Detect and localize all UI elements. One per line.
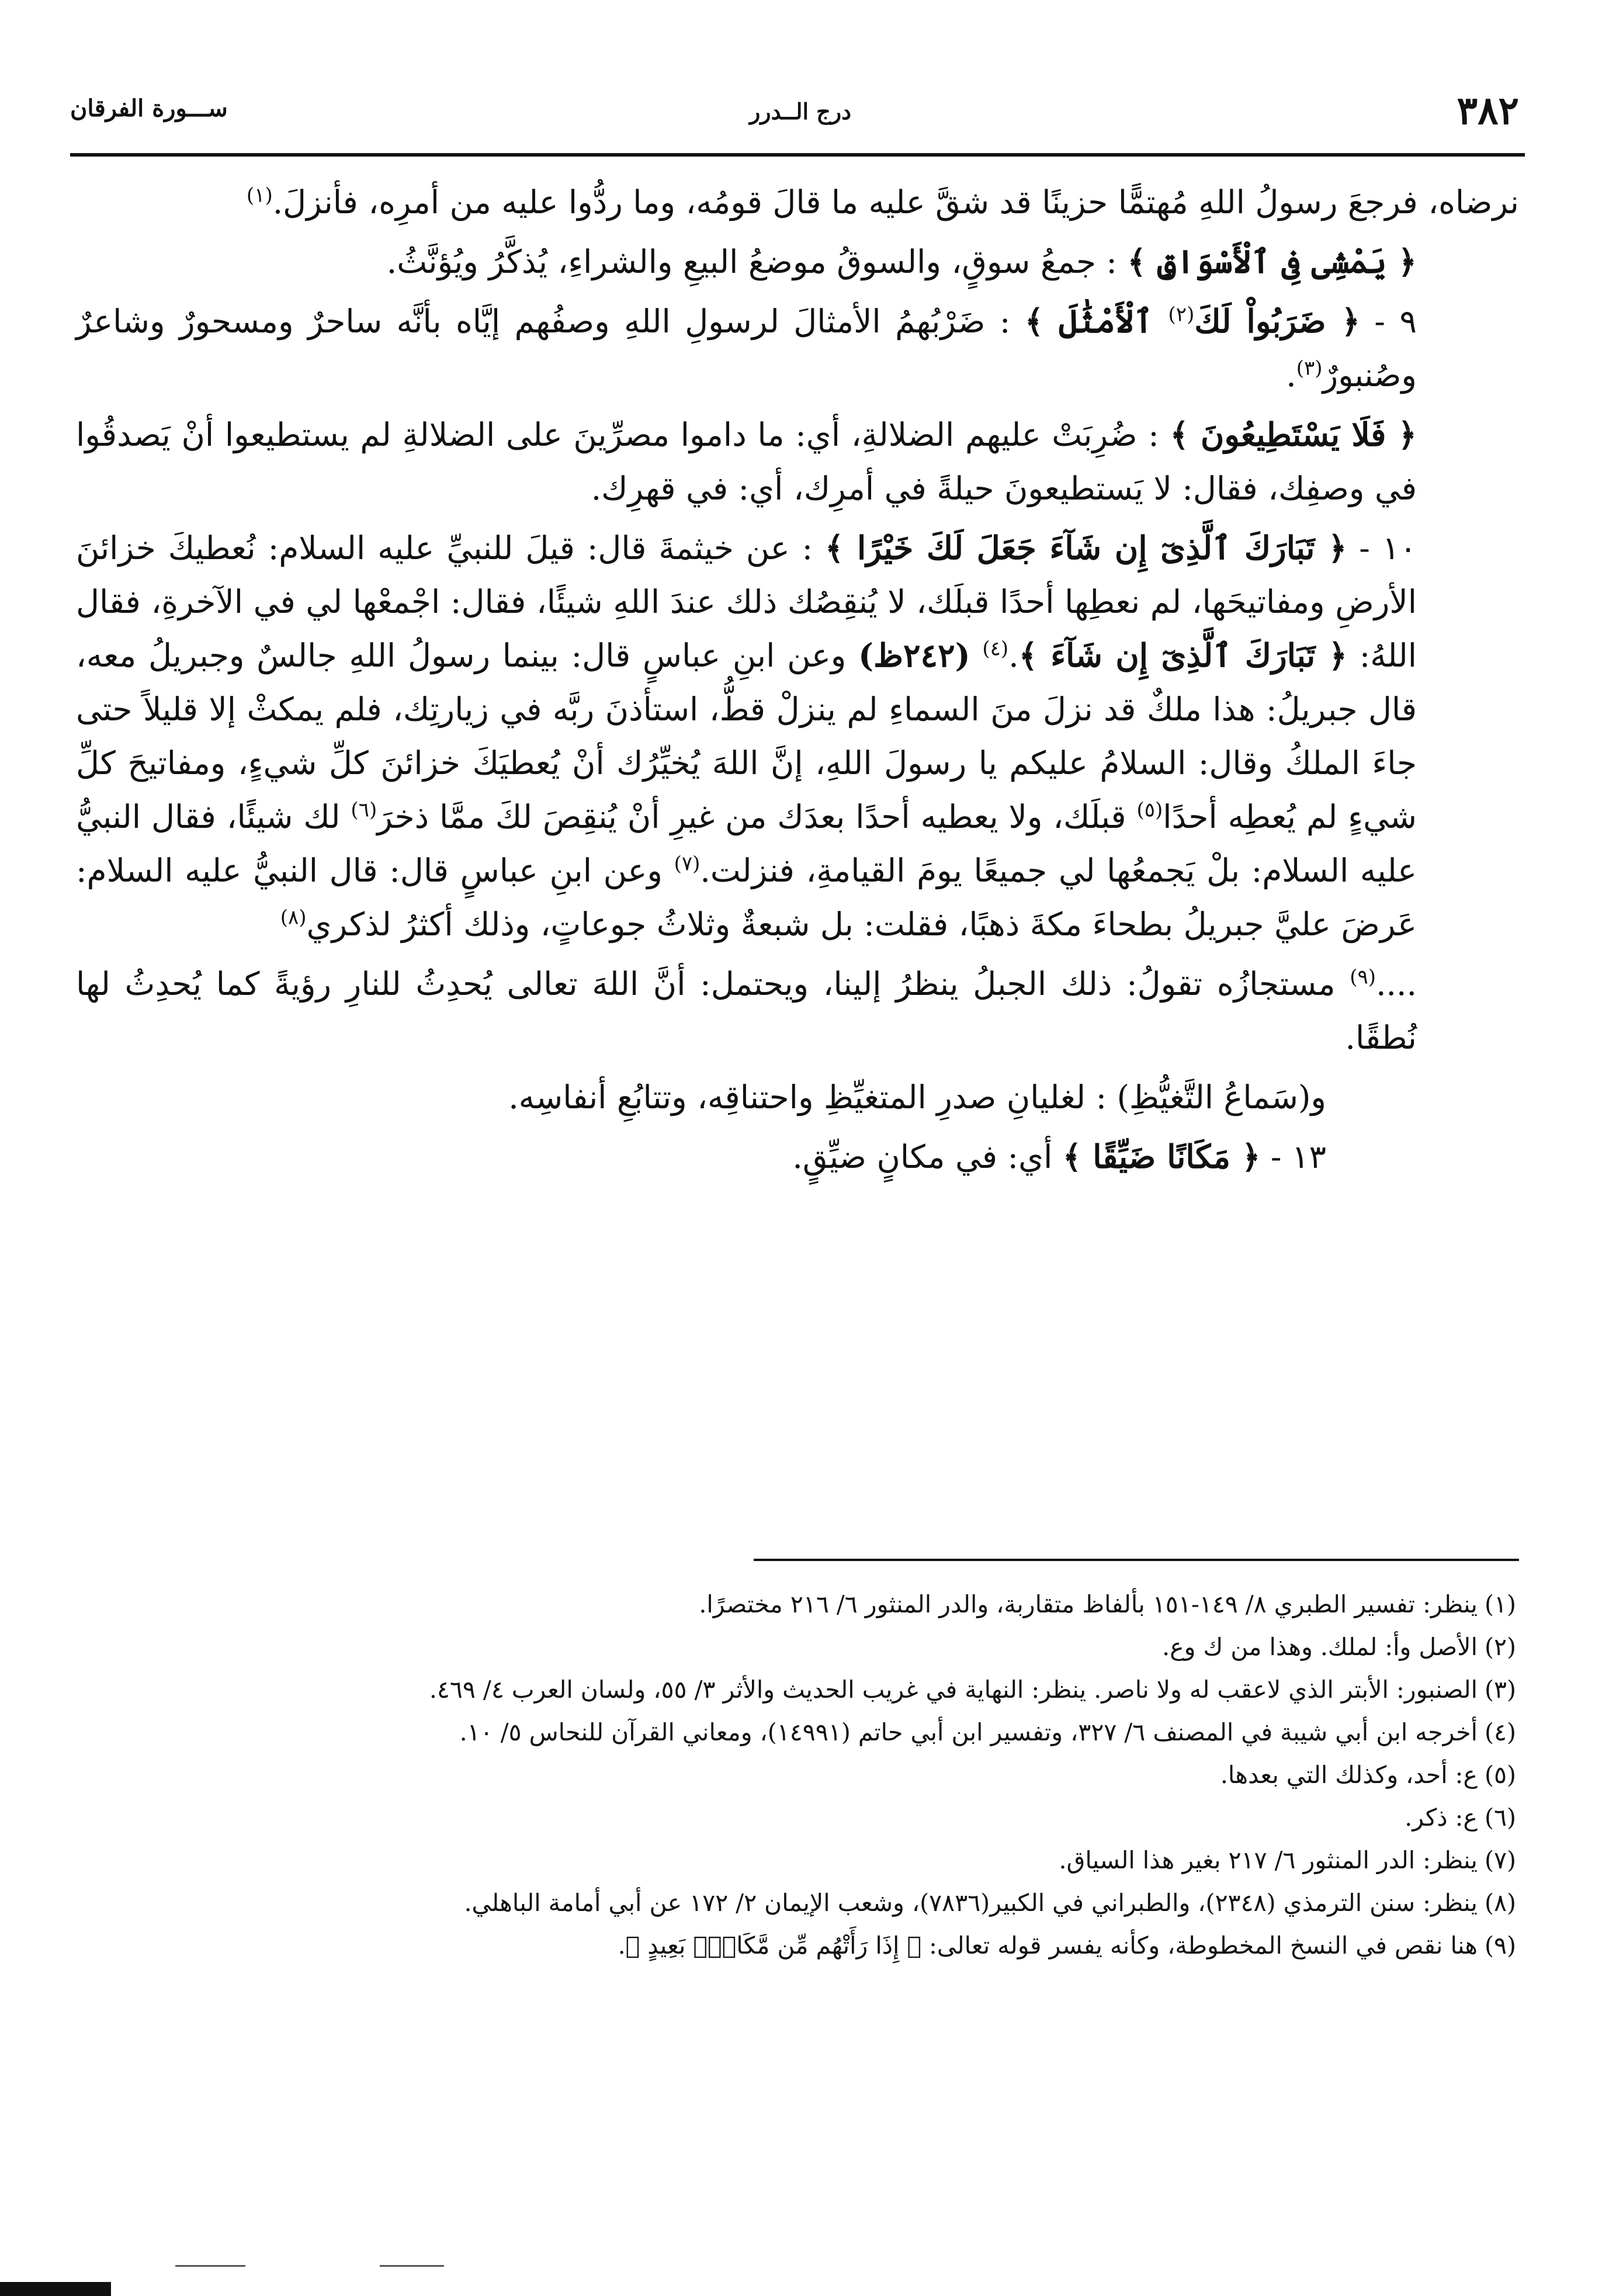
footnote-separator [754,1559,1519,1561]
body-paragraph [76,175,1519,229]
header-rule [70,153,1525,157]
footnote-number: (٦) [1484,1803,1516,1832]
body-text: أي: في مكانٍ ضيِّقٍ. [792,1138,1063,1175]
body-paragraph [76,1070,1519,1124]
footnote-ref: (٩) [1350,965,1376,989]
footnote-number: (٢) [1484,1633,1516,1661]
footnotes [88,1583,1516,1967]
main-text [76,175,1519,1189]
scan-dash-mark [175,2265,245,2267]
body-text: : عن خيثمةَ قال: قيلَ للنبيِّ عليه السلام: نُعطيكَ خزائنَ الأرضِ ومفاتيحَها، لم نعطِها أحدًا قبلَك، لا يُنقِصُك ذلك عندَ اللهِ شيئًا، فقال: اجْمعْها لي في الآخرةِ، فقال اللهُ: [76,529,1417,674]
body-paragraph [76,957,1519,1064]
footnote-text: ع: ذكر. [1405,1803,1478,1832]
body-paragraph [76,294,1519,402]
footnote-ref: (٥) [1136,798,1163,822]
quran-quote: ﴿ تَبَارَكَ ٱلَّذِىٓ إِن شَآءَ ﴾ [1018,636,1347,674]
body-text: مستجازُه تقولُ: ذلك الجبلُ ينظرُ إلينا، ويحتمل: أنَّ اللهَ تعالى يُحدِثُ للنارِ رؤيةً كما يُحدِثُ لها نُطقًا. [76,965,1417,1056]
footnote-number: (٤) [1484,1718,1516,1746]
quran-quote: ﴿ فَلَا يَسْتَطِيعُونَ ﴾ [1170,415,1417,453]
body-text: .... [1376,965,1417,1003]
footnote-text: الصنبور: الأبتر الذي لاعقب له ولا ناصر. ينظر: النهاية في غريب الحديث والأثر ٣/ ٥٥، ولسان العرب ٤/ ٤٦٩. [429,1676,1478,1704]
footnote [88,1924,1516,1967]
quran-quote: ﴿ ضَرَبُواْ لَكَ [1194,302,1360,340]
body-paragraph [76,235,1519,289]
footnote-text: هنا نقص في النسخ المخطوطة، وكأنه يفسر قوله تعالى: ﴿ إِذَا رَأَتْهُم مِّن مَّكَانٍۭ بَعِيدٍ ﴾. [618,1931,1478,1959]
footnote-ref: (٣) [1296,356,1323,380]
footnote-text: الأصل وأ: لملك. وهذا من ك وع. [1162,1633,1478,1661]
body-text: قبلَك، ولا يعطيه أحدًا بعدَك من غيرِ أنْ يُنقِصَ لكَ ممَّا ذخرَ [377,798,1137,835]
book-title: درج الــدرر [749,98,852,124]
footnote-number: (٣) [1484,1676,1516,1704]
footnote-number: (٨) [1484,1889,1516,1917]
body-text: : ضَرْبُهمُ الأمثالَ لرسولِ اللهِ وصفُهم إيَّاه بأنَّه ساحرٌ ومسحورٌ وشاعرٌ وصُنبورٌ [76,303,1417,394]
scan-edge-mark [0,2282,111,2296]
footnote-text: ينظر: سنن الترمذي (٢٣٤٨)، والطبراني في الكبير(٧٨٣٦)، وشعب الإيمان ٢/ ١٧٢ عن أبي أمامة الباهلي. [464,1889,1478,1917]
page-number: ٣٨٢ [1457,88,1519,133]
footnote-number: (٩) [1484,1931,1516,1959]
body-paragraph [76,1130,1519,1184]
quran-quote: ﴿ مَكَانًا ضَيِّقًا ﴾ [1062,1137,1261,1175]
footnote-ref: (٨) [280,906,307,930]
body-text: : ضُرِبَتْ عليهم الضلالةِ، أي: ما داموا مصرِّينَ على الضلالةِ لم يستطيعوا أنْ يَصدقُوا في وصفِك، فقال: لا يَستطيعونَ حيلةً في أمرِك، أي: في قهرِك. [76,416,1417,507]
body-paragraph [76,408,1519,515]
body-text: ١٠ - [1347,529,1417,567]
body-text: . [1286,356,1296,394]
body-text: نرضاه، فرجعَ رسولُ اللهِ مُهتمًّا حزينًا قد شقَّ عليه ما قالَ قومُه، وما ردُّوا عليه من أمرِه، فأنزلَ. [272,183,1519,221]
footnote-ref: (٧) [674,852,701,876]
surah-title: ســـورة الفرقان [70,95,228,122]
quran-quote: ﴿ تَبَارَكَ ٱلَّذِىٓ إِن شَآءَ جَعَلَ لَكَ خَيْرًا ﴾ [825,529,1347,567]
footnote-ref: (٤) [982,637,1009,661]
footnote-text: ينظر: تفسير الطبري ٨/ ١٤٩-١٥١ بألفاظ متقاربة، والدر المنثور ٦/ ٢١٦ مختصرًا. [699,1590,1478,1618]
body-text: و(سَماعُ التَّغيُّظِ) : لغليانِ صدرِ المتغيِّظِ واحتناقِه، وتتابُعِ أنفاسِه. [508,1078,1326,1116]
footnote [88,1626,1516,1669]
footnote-text: ع: أحد، وكذلك التي بعدها. [1220,1761,1478,1789]
footnote [88,1839,1516,1882]
body-text: . [1008,637,1019,674]
footnote-number: (١) [1484,1590,1516,1618]
footnote-number: (٧) [1484,1846,1516,1874]
footnote-text: ينظر: الدر المنثور ٦/ ٢١٧ بغير هذا السياق. [1059,1846,1478,1874]
footnote [88,1882,1516,1924]
footnote [88,1711,1516,1754]
body-text: وعن ابنِ عباسٍ قال: بينما رسولُ اللهِ جالسٌ وجبريلُ معه، قال جبريلُ: هذا ملكٌ قد نزلَ منَ السماءِ لم ينزلْ قطُّ، استأذنَ ربَّه في زيارتِك، فلم يمكثْ إلا قليلاً حتى جاءَ الملكُ وقال: السلامُ عليكم يا رسولَ اللهِ، إنَّ اللهَ يُخيِّرُك أنْ يُعطيَكَ خزائنَ كلِّ شيءٍ، ومفاتيحَ كلِّ شيءٍ لم يُعطِه أحدًا [76,637,1417,835]
manuscript-folio: (٢٤٢ظ) [858,636,970,674]
footnote [88,1669,1516,1711]
body-paragraph [76,521,1519,951]
footnote-ref: (٦) [351,798,377,822]
footnote-number: (٥) [1484,1761,1516,1789]
body-text: لك شيئًا، فقال النبيُّ عليه السلام: بلْ يَجمعُها لي جميعًا يومَ القيامةِ، فنزلت. [76,798,1417,889]
footnote-ref: (٢) [1168,303,1195,327]
footnote [88,1583,1516,1626]
body-text: ١٣ - [1260,1138,1326,1175]
quran-quote: ٱلْأَمْثَٰلَ ﴾ [1024,302,1168,340]
running-header [70,88,1525,152]
footnote-text: أخرجه ابن أبي شيبة في المصنف ٦/ ٣٢٧، وتفسير ابن أبي حاتم (١٤٩٩١)، ومعاني القرآن للنحاس ٥/ ١٠. [459,1718,1478,1746]
body-text: ٩ - [1360,303,1417,340]
body-text: وعن ابنِ عباسٍ قال: قال النبيُّ عليه السلام: عَرضَ عليَّ جبريلُ بطحاءَ مكةَ ذهبًا، فقلت: بل شبعةٌ وثلاثُ جوعاتٍ، وذلك أكثرُ لذكري [76,852,1417,943]
footnote [88,1796,1516,1839]
footnote-ref: (١) [246,183,273,207]
footnote [88,1754,1516,1796]
scan-dash-mark [380,2265,444,2267]
body-text: : جمعُ سوقٍ، والسوقُ موضعُ البيعِ والشراءِ، يُذكَّرُ ويُؤنَّثُ. [386,243,1128,280]
body-text [970,637,983,674]
quran-quote: ﴿ يَمْشِى فِى ٱلْأَسْوَاقِ ﴾ [1127,242,1417,280]
